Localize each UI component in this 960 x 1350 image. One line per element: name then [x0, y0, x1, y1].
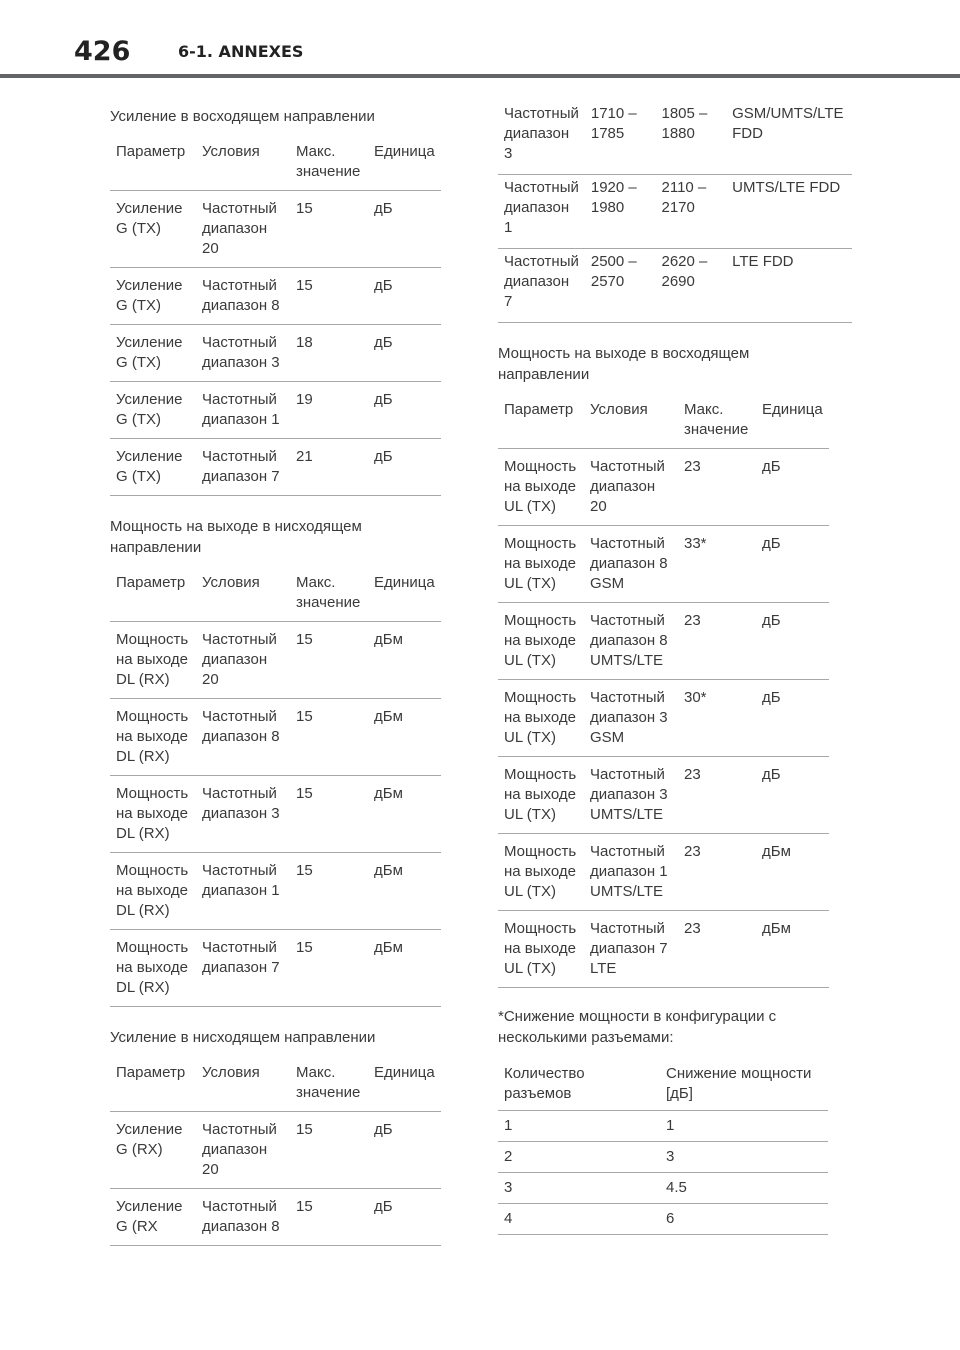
column-header: Макс. значение	[290, 142, 368, 191]
column-header: Единица	[368, 573, 441, 622]
table-row	[498, 1204, 828, 1235]
table-cell: LTE FDD	[726, 249, 852, 323]
table-cell: 6	[660, 1204, 828, 1235]
table-cell: Частотный диапазон 3	[196, 325, 290, 382]
table-header-row	[110, 1063, 441, 1112]
table-cell: 15	[290, 1189, 368, 1246]
table-row	[110, 1189, 441, 1246]
table-cell: UMTS/LTE FDD	[726, 175, 852, 249]
column-header: Снижение мощности [дБ]	[660, 1064, 828, 1111]
table-cell: Частотный диапазон 3 UMTS/LTE	[584, 757, 678, 834]
table-cell: 1	[660, 1111, 828, 1142]
table-cell: GSM/UMTS/LTE FDD	[726, 101, 852, 175]
table-header-row	[498, 400, 829, 449]
table-row	[498, 449, 829, 526]
table-cell: 15	[290, 191, 368, 268]
table-header-row	[110, 142, 441, 191]
table-cell: 15	[290, 853, 368, 930]
table-cell: дБ	[368, 325, 441, 382]
table-cell: Мощность на выходе UL (TX)	[498, 834, 584, 911]
table-cell: 19	[290, 382, 368, 439]
column-header: Количество разъемов	[498, 1064, 660, 1111]
table-cell: Частотный диапазон 8 UMTS/LTE	[584, 603, 678, 680]
table-header-row	[110, 573, 441, 622]
table-cell: дБм	[368, 930, 441, 1007]
table-row	[110, 439, 441, 496]
table-cell: 15	[290, 622, 368, 699]
table-cell: 33*	[678, 526, 756, 603]
table-cell: Усиление G (RX	[110, 1189, 196, 1246]
table-cell: дБ	[756, 757, 829, 834]
table-cell: Усиление G (RX)	[110, 1112, 196, 1189]
table-row	[498, 175, 852, 249]
table-cell: Мощность на выходе DL (RX)	[110, 776, 196, 853]
table-cell: 23	[678, 449, 756, 526]
header-rule	[0, 74, 960, 78]
footnote: *Снижение мощности в конфигурации с несколькими разъемами:	[498, 1008, 777, 1046]
table-cell: Частотный диапазон 7	[196, 930, 290, 1007]
downlink-gain-caption: Усиление в нисходящем направлении	[110, 1029, 376, 1046]
table-cell: Усиление G (TX)	[110, 191, 196, 268]
downlink-power-table	[110, 573, 441, 1007]
table-cell: Усиление G (TX)	[110, 268, 196, 325]
column-header: Условия	[196, 1063, 290, 1112]
table-cell: 23	[678, 603, 756, 680]
table-cell: Мощность на выходе UL (TX)	[498, 757, 584, 834]
table-cell: 15	[290, 1112, 368, 1189]
table-cell: Частотный диапазон 20	[584, 449, 678, 526]
table-cell: дБм	[368, 853, 441, 930]
table-cell: дБм	[756, 834, 829, 911]
column-header: Макс. значение	[678, 400, 756, 449]
column-header: Условия	[196, 573, 290, 622]
column-header: Параметр	[110, 142, 196, 191]
table-cell: Мощность на выходе DL (RX)	[110, 930, 196, 1007]
table-cell: Мощность на выходе DL (RX)	[110, 622, 196, 699]
table-row	[110, 776, 441, 853]
table-cell: Частотный диапазон 20	[196, 191, 290, 268]
table-cell: 2620 – 2690	[656, 249, 727, 323]
table-cell: 1920 – 1980	[585, 175, 656, 249]
downlink-power-caption: Мощность на выходе в нисходящем направлении	[110, 518, 362, 556]
table-row	[498, 834, 829, 911]
table-cell: дБм	[368, 699, 441, 776]
table-cell: 4.5	[660, 1173, 828, 1204]
table-cell: Частотный диапазон 8	[196, 699, 290, 776]
table-cell: Частотный диапазон 20	[196, 1112, 290, 1189]
table-cell: 15	[290, 776, 368, 853]
table-cell: Мощность на выходе UL (TX)	[498, 603, 584, 680]
table-cell: Мощность на выходе UL (TX)	[498, 449, 584, 526]
table-row	[498, 1173, 828, 1204]
table-row	[498, 101, 852, 175]
table-cell: 23	[678, 757, 756, 834]
table-row	[110, 191, 441, 268]
table-row	[110, 853, 441, 930]
table-cell: 15	[290, 268, 368, 325]
column-header: Условия	[584, 400, 678, 449]
table-row	[110, 268, 441, 325]
table-cell: Мощность на выходе UL (TX)	[498, 680, 584, 757]
table-row	[498, 680, 829, 757]
column-header: Единица	[368, 1063, 441, 1112]
table-row	[498, 249, 852, 323]
table-cell: Усиление G (TX)	[110, 439, 196, 496]
table-cell: 23	[678, 911, 756, 988]
table-cell: дБ	[756, 603, 829, 680]
table-cell: дБ	[756, 526, 829, 603]
table-cell: 15	[290, 930, 368, 1007]
table-cell: 23	[678, 834, 756, 911]
table-row	[498, 911, 829, 988]
table-cell: дБ	[756, 680, 829, 757]
table-cell: 4	[498, 1204, 660, 1235]
table-cell: 15	[290, 699, 368, 776]
table-cell: Частотный диапазон 3 GSM	[584, 680, 678, 757]
table-cell: Частотный диапазон 3	[196, 776, 290, 853]
table-cell: Мощность на выходе UL (TX)	[498, 911, 584, 988]
table-cell: 21	[290, 439, 368, 496]
page-header	[0, 0, 960, 80]
table-cell: 30*	[678, 680, 756, 757]
table-cell: дБм	[368, 776, 441, 853]
table-cell: 2110 – 2170	[656, 175, 727, 249]
downlink-gain-table	[110, 1063, 441, 1246]
table-cell: дБ	[368, 439, 441, 496]
table-cell: 1	[498, 1111, 660, 1142]
column-header: Макс. значение	[290, 573, 368, 622]
left-column	[110, 106, 450, 1246]
table-cell: Частотный диапазон 20	[196, 622, 290, 699]
table-cell: Частотный диапазон 8 GSM	[584, 526, 678, 603]
table-row	[498, 1142, 828, 1173]
table-row	[110, 325, 441, 382]
table-row	[110, 1112, 441, 1189]
table-header-row	[498, 1064, 828, 1111]
table-cell: Мощность на выходе DL (RX)	[110, 699, 196, 776]
table-cell: Частотный диапазон 3	[498, 101, 585, 175]
table-cell: дБ	[368, 382, 441, 439]
right-column	[498, 101, 844, 1235]
table-cell: дБ	[368, 268, 441, 325]
table-cell: Усиление G (TX)	[110, 382, 196, 439]
uplink-gain-caption: Усиление в восходящем направлении	[110, 108, 375, 125]
table-cell: Мощность на выходе DL (RX)	[110, 853, 196, 930]
table-cell: Частотный диапазон 8	[196, 268, 290, 325]
table-row	[498, 526, 829, 603]
table-cell: дБ	[368, 1112, 441, 1189]
column-header: Параметр	[498, 400, 584, 449]
table-row	[498, 1111, 828, 1142]
table-row	[498, 603, 829, 680]
frequency-band-table	[498, 101, 852, 323]
table-cell: Частотный диапазон 1	[196, 853, 290, 930]
uplink-power-table	[498, 400, 829, 988]
table-cell: дБм	[368, 622, 441, 699]
page-number: 426	[74, 36, 131, 67]
power-reduction-table	[498, 1064, 828, 1235]
table-cell: 3	[660, 1142, 828, 1173]
column-header: Единица	[756, 400, 829, 449]
section-title: 6-1. ANNEXES	[178, 42, 304, 61]
table-cell: 2	[498, 1142, 660, 1173]
table-cell: Частотный диапазон 1	[498, 175, 585, 249]
table-cell: Частотный диапазон 1	[196, 382, 290, 439]
table-row	[110, 699, 441, 776]
column-header: Параметр	[110, 573, 196, 622]
table-cell: дБ	[368, 1189, 441, 1246]
table-cell: 18	[290, 325, 368, 382]
table-cell: Усиление G (TX)	[110, 325, 196, 382]
table-cell: 2500 – 2570	[585, 249, 656, 323]
table-row	[110, 622, 441, 699]
table-row	[110, 930, 441, 1007]
table-row	[110, 382, 441, 439]
table-cell: Частотный диапазон 7 LTE	[584, 911, 678, 988]
table-cell: дБ	[368, 191, 441, 268]
table-cell: Частотный диапазон 7	[498, 249, 585, 323]
table-cell: дБм	[756, 911, 829, 988]
table-cell: 1710 – 1785	[585, 101, 656, 175]
column-header: Макс. значение	[290, 1063, 368, 1112]
table-cell: Частотный диапазон 8	[196, 1189, 290, 1246]
table-cell: 1805 – 1880	[656, 101, 727, 175]
table-cell: Частотный диапазон 7	[196, 439, 290, 496]
table-cell: Мощность на выходе UL (TX)	[498, 526, 584, 603]
table-cell: дБ	[756, 449, 829, 526]
column-header: Единица	[368, 142, 441, 191]
table-cell: Частотный диапазон 1 UMTS/LTE	[584, 834, 678, 911]
uplink-power-caption: Мощность на выходе в восходящем направлении	[498, 345, 750, 383]
table-row	[498, 757, 829, 834]
column-header: Параметр	[110, 1063, 196, 1112]
column-header: Условия	[196, 142, 290, 191]
table-cell: 3	[498, 1173, 660, 1204]
uplink-gain-table	[110, 142, 441, 496]
